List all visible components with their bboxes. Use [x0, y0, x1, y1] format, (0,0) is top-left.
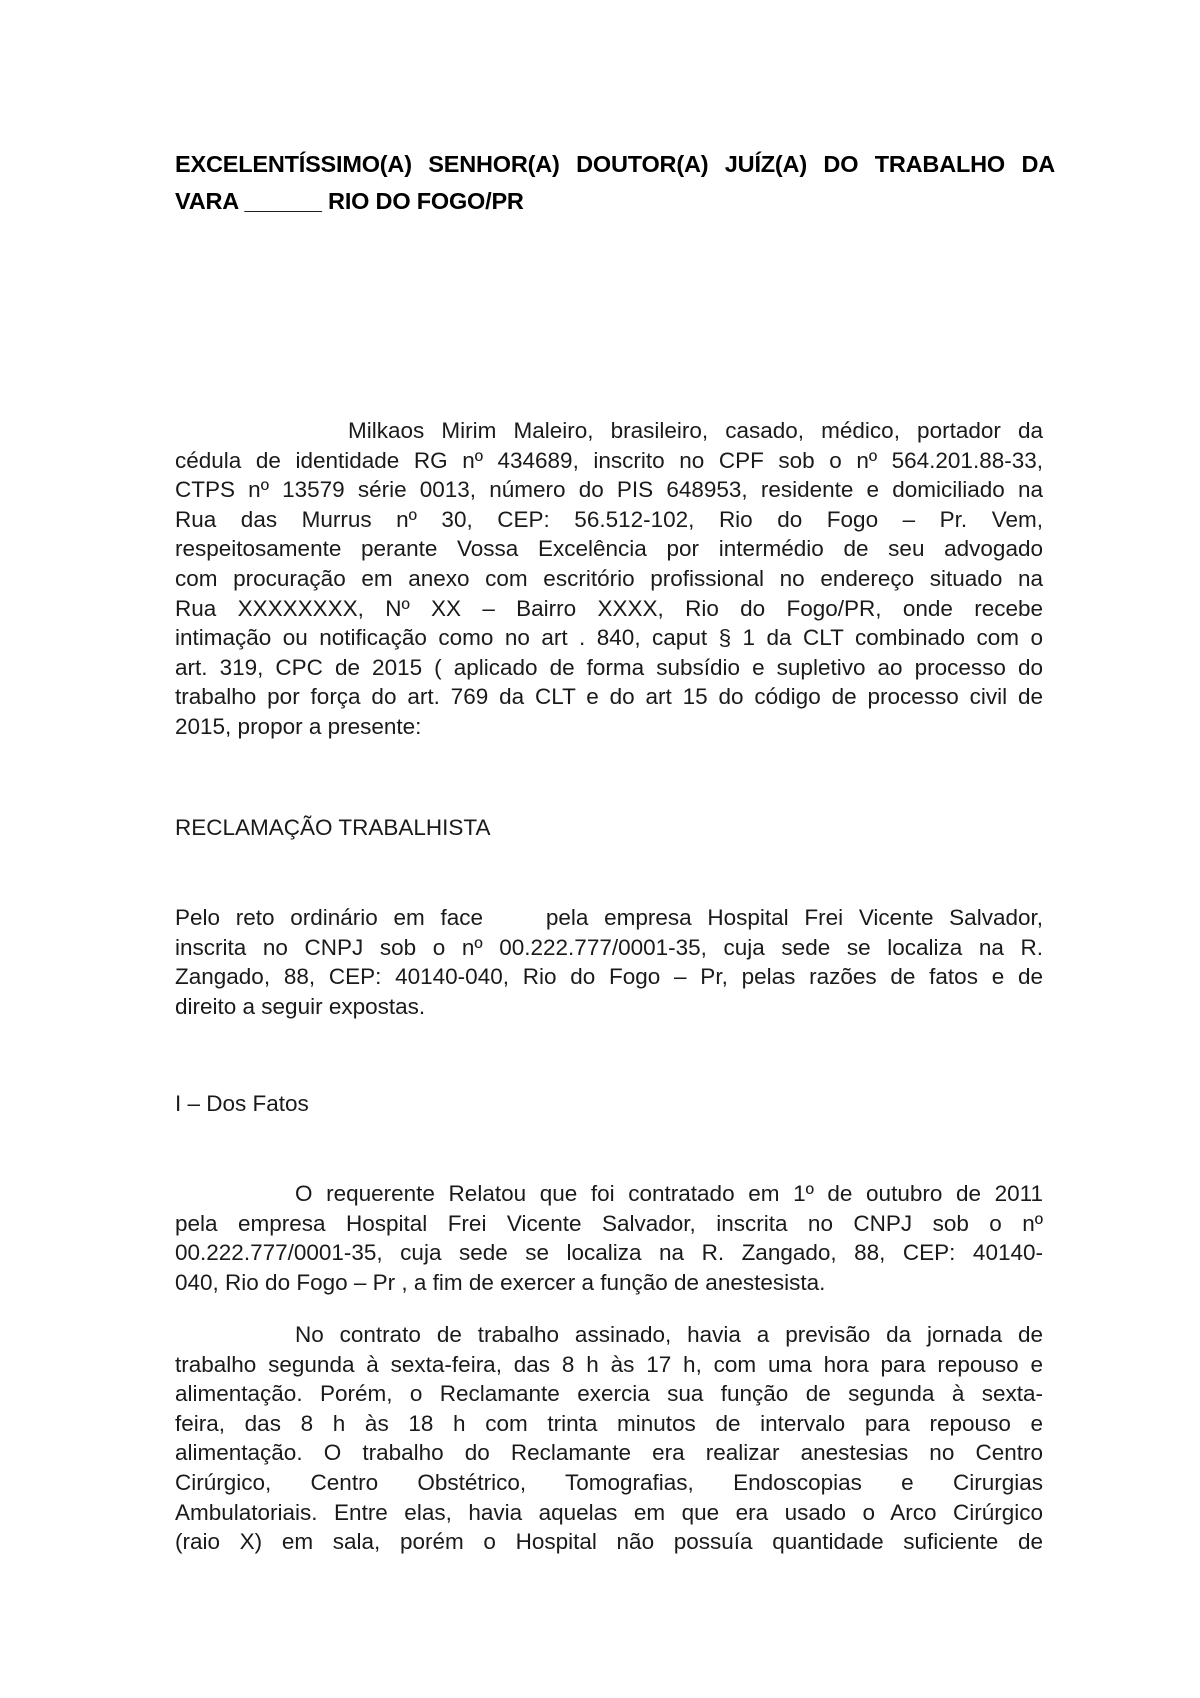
facts-paragraph-2 — [175, 1320, 1043, 1557]
paragraph-line: inscrita no CNPJ sob o nº 00.222.777/0001-35, cuja sede se localiza na R. — [175, 934, 1043, 960]
paragraph-line: 00.222.777/0001-35, cuja sede se localiza na R. Zangado, 88, CEP: 40140- — [175, 1240, 1043, 1266]
paragraph-line: art. 319, CPC de 2015 ( aplicado de forma subsídio e supletivo ao processo do — [175, 654, 1043, 680]
paragraph-line: 2015, propor a presente: — [175, 713, 422, 739]
defendant-paragraph — [175, 903, 1043, 1021]
paragraph-line: Rua XXXXXXXX, Nº XX – Bairro XXXX, Rio do Fogo/PR, onde recebe — [175, 595, 1043, 621]
paragraph-line: Cirúrgico, Centro Obstétrico, Tomografias, Endoscopias e Cirurgias — [175, 1469, 1043, 1495]
section-title-facts: I – Dos Fatos — [175, 1091, 309, 1116]
paragraph-line: (raio X) em sala, porém o Hospital não possuía quantidade suficiente de — [175, 1529, 1043, 1555]
paragraph-line: alimentação. O trabalho do Reclamante era realizar anestesias no Centro — [175, 1440, 1043, 1466]
paragraph-line: 040, Rio do Fogo – Pr , a fim de exercer a função de anestesista. — [175, 1269, 826, 1295]
paragraph-line: Pelo reto ordinário em face pela empresa Hospital Frei Vicente Salvador, — [175, 905, 1043, 930]
plaintiff-qualification-paragraph — [175, 416, 1043, 742]
paragraph-line: intimação ou notificação como no art . 840, caput § 1 da CLT combinado com o — [175, 625, 1043, 651]
paragraph-line: respeitosamente perante Vossa Excelência por intermédio de seu advogado — [175, 536, 1043, 562]
paragraph-line: direito a seguir expostas. — [175, 993, 426, 1019]
facts-paragraph-1 — [175, 1179, 1043, 1297]
paragraph-line: alimentação. Porém, o Reclamante exercia sua função de segunda à sexta- — [175, 1381, 1043, 1407]
paragraph-line: pela empresa Hospital Frei Vicente Salvador, inscrita no CNPJ sob o nº — [175, 1210, 1043, 1236]
paragraph-line: CTPS nº 13579 série 0013, número do PIS 648953, residente e domiciliado na — [175, 477, 1043, 503]
paragraph-line: Zangado, 88, CEP: 40140-040, Rio do Fogo – Pr, pelas razões de fatos e de — [175, 964, 1043, 990]
paragraph-line: Ambulatoriais. Entre elas, havia aquelas em que era usado o Arco Cirúrgico — [175, 1499, 1043, 1525]
paragraph-line: cédula de identidade RG nº 434689, inscrito no CPF sob o nº 564.201.88-33, — [175, 447, 1043, 473]
paragraph-line: Rua das Murrus nº 30, CEP: 56.512-102, Rio do Fogo – Pr. Vem, — [175, 506, 1043, 532]
paragraph-line: No contrato de trabalho assinado, havia a previsão da jornada de — [295, 1322, 1043, 1347]
paragraph-line: Milkaos Mirim Maleiro, brasileiro, casado, médico, portador da — [348, 418, 1043, 443]
paragraph-line: trabalho segunda à sexta-feira, das 8 h às 17 h, com uma hora para repouso e — [175, 1351, 1043, 1377]
heading-line: VARA ______ RIO DO FOGO/PR — [175, 188, 524, 214]
paragraph-line: feira, das 8 h às 18 h com trinta minutos de intervalo para repouso e — [175, 1410, 1043, 1436]
paragraph-line: trabalho por força do art. 769 da CLT e do art 15 do código de processo civil de — [175, 684, 1043, 710]
paragraph-line: O requerente Relatou que foi contratado em 1º de outubro de 2011 — [295, 1181, 1043, 1206]
paragraph-line: com procuração em anexo com escritório profissional no endereço situado na — [175, 565, 1043, 591]
heading-line: EXCELENTÍSSIMO(A) SENHOR(A) DOUTOR(A) JUÍZ(A) DO TRABALHO DA — [175, 151, 1055, 177]
court-address-heading — [175, 146, 1055, 220]
action-title: RECLAMAÇÃO TRABALHISTA — [175, 815, 491, 840]
